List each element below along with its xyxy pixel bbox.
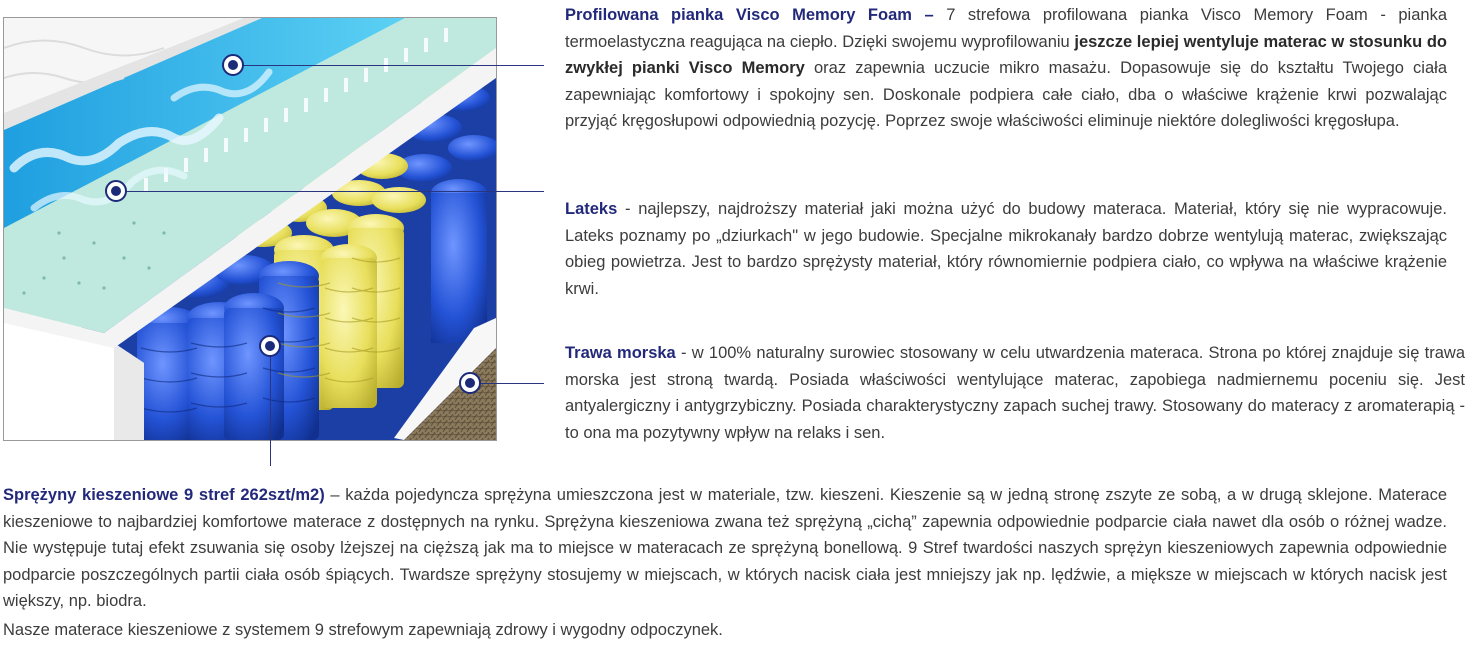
springs-text: – każda pojedyncza sprężyna umieszczona jest w materiale, tzw. kieszeni. Kieszenie są w jedną stronę zszyte ze sobą, a w drugą sklejone. Materace kieszeniowe to najbardziej komfortowe materace z dostępnych na rynku. Sprężyna kieszeniowa zwana też sprężyną „cichą” zapewnia odpowiednie podparcie ciała nawet dla osób o różnej wadze. Nie występuje tutaj efekt zsuwania się osoby lżejszej na cięższą jak ma to miejsce w materacach ze sprężyną bonellową. 9 Stref twardości naszych sprężyn kieszeniowych zapewnia odpowiednie podparcie poszczególnych partii ciała osób śpiących. Twardsze sprężyny stosujemy w miejscach, w których nacisk ciała jest mniejszy jak np. lędźwie, a miększe w miejscach w których nacisk jest większy, np. biodra.: [3, 486, 1447, 610]
marker-lateks: [105, 180, 127, 202]
mattress-cross-section-image: [3, 17, 497, 441]
springs-heading: Sprężyny kieszeniowe 9 stref 262szt/m2): [3, 486, 325, 504]
marker-springs: [259, 335, 281, 357]
marker-visco: [222, 54, 244, 76]
trawa-description: [565, 340, 1465, 446]
leader-line-lateks: [116, 191, 544, 192]
leader-line-visco: [233, 65, 544, 66]
leader-line-trawa: [470, 383, 544, 384]
lateks-description: [565, 196, 1447, 302]
closing-sentence: Nasze materace kieszeniowe z systemem 9 strefowym zapewniają zdrowy i wygodny odpoczynek.: [3, 621, 723, 639]
visco-heading: Profilowana pianka Visco Memory Foam –: [565, 6, 934, 24]
leader-line-springs: [270, 346, 271, 466]
trawa-heading: Trawa morska: [565, 344, 676, 362]
mattress-illustration: [4, 18, 496, 440]
lateks-heading: Lateks: [565, 200, 618, 218]
visco-description: [565, 2, 1447, 135]
trawa-text: - w 100% naturalny surowiec stosowany w celu utwardzenia materaca. Strona po której znajduje się trawa morska jest stroną twardą. Posiada właściwości wentylujące materac, zapobiega nadmiernemu poceniu się. Jest antyalergiczny i antygrzybiczny. Posiada charakterystyczny zapach suchej trawy. Stosowany do materacy z aromaterapią - to ona ma pozytywny wpływ na relaks i sen.: [565, 344, 1466, 442]
marker-trawa: [459, 372, 481, 394]
visco-text-2: oraz zapewnia uczucie mikro masażu. Dopasowuje się do kształtu Twojego ciała zapewniając komfortowy i spokojny sen. Doskonale podpiera całe ciało, dba o właściwe krążenie krwi pozwalając przyjąć kręgosłupowi odpowiednią pozycję. Poprzez swoje właściwości eliminuje niektóre dolegliwości kręgosłupa.: [565, 59, 1447, 130]
springs-description: [3, 482, 1447, 615]
visco-text-1: 7 strefowa profilowana pianka Visco Memory Foam - pianka termoelastyczna reagująca na ciepło. Dzięki swojemu wyprofilowaniu: [565, 6, 1447, 51]
lateks-text: - najlepszy, najdroższy materiał jaki można użyć do budowy materaca. Materiał, który się nie wypracowuje. Lateks poznamy po „dziurkach" w jego budowie. Specjalne mikrokanały bardzo dobrze wentylują materac, zwiększając obieg powietrza. Jest to bardzo sprężysty materiał, który równomiernie podpiera ciało, co wpływa na właściwe krążenie krwi.: [565, 200, 1447, 298]
visco-bold-text: jeszcze lepiej wentyluje materac w stosunku do zwykłej pianki Visco Memory: [565, 32, 1447, 77]
